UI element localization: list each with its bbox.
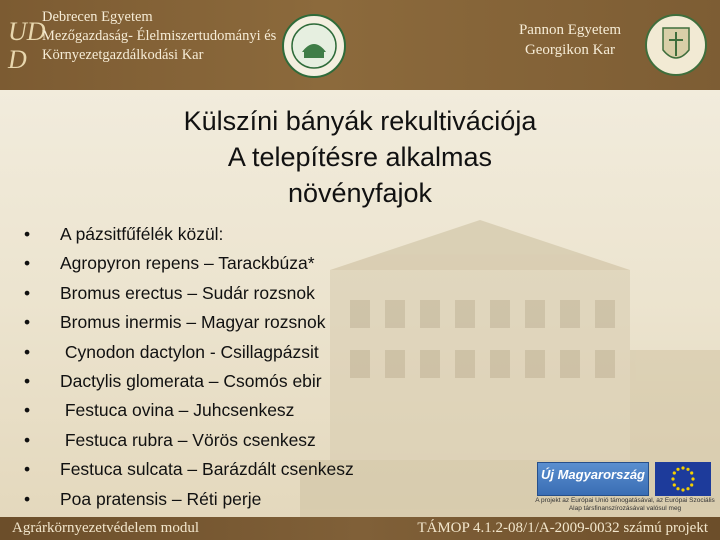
university-seal-icon bbox=[282, 14, 346, 78]
title-line-3: növényfajok bbox=[287, 178, 433, 208]
bullet-icon: • bbox=[24, 459, 31, 480]
bullet-icon: • bbox=[24, 400, 31, 421]
eu-flag-icon bbox=[655, 462, 711, 496]
footer-module-name: Agrárkörnyezetvédelem modul bbox=[12, 520, 200, 536]
title-line-2: A telepítésre alkalmas bbox=[227, 142, 493, 172]
title-line-1: Külszíni bányák rekultivációja bbox=[183, 106, 537, 136]
university-logo-icon bbox=[6, 12, 46, 74]
list-item-text: Poa pratensis – Réti perje bbox=[60, 488, 262, 509]
georgikon-crest-icon bbox=[645, 10, 707, 80]
header-banner bbox=[0, 0, 720, 90]
eu-funding-caption: A projekt az Európai Unió támogatásával, az Európai Szociális Alap társfinanszírozásával valósul meg bbox=[535, 497, 715, 512]
partner-faculty-name: Georgikon Kar bbox=[524, 42, 616, 58]
svg-text:D: D bbox=[8, 45, 27, 74]
list-item-text: Bromus erectus – Sudár rozsnok bbox=[60, 282, 315, 303]
bullet-icon: • bbox=[24, 429, 31, 450]
bullet-icon: • bbox=[24, 253, 31, 274]
list-item-text: Bromus inermis – Magyar rozsnok bbox=[60, 312, 326, 333]
footer-banner bbox=[0, 517, 720, 540]
footer-project-id: TÁMOP 4.1.2-08/1/A-2009-0032 számú projekt bbox=[417, 520, 708, 536]
bullet-icon: • bbox=[24, 341, 31, 362]
bullet-icon: • bbox=[24, 370, 31, 391]
faculty-name-line2: Környezetgazdálkodási Kar bbox=[42, 47, 204, 63]
uj-magyarorszag-label: Új Magyarország bbox=[540, 467, 646, 482]
bullet-icon: • bbox=[24, 224, 31, 244]
list-item-text: Festuca rubra – Vörös csenkesz bbox=[60, 429, 316, 450]
list-item-text: Festuca ovina – Juhcsenkesz bbox=[60, 400, 295, 421]
list-item-text: Dactylis glomerata – Csomós ebir bbox=[60, 370, 322, 391]
bullet-icon: • bbox=[24, 488, 31, 509]
bullet-icon: • bbox=[24, 312, 31, 333]
logo-letters: UD bbox=[8, 17, 46, 46]
uj-magyarorszag-logo bbox=[537, 462, 649, 496]
list-item-text: Cynodon dactylon - Csillagpázsit bbox=[60, 341, 319, 362]
partner-university-name: Pannon Egyetem bbox=[518, 22, 622, 38]
slide-title bbox=[120, 103, 600, 211]
header-left-text bbox=[42, 8, 276, 65]
header-right-text bbox=[514, 20, 626, 60]
university-name: Debrecen Egyetem bbox=[42, 9, 153, 25]
bullet-icon: • bbox=[24, 282, 31, 303]
faculty-name-line1: Mezőgazdaság- Élelmiszertudományi és bbox=[42, 28, 277, 44]
list-item-text: Festuca sulcata – Barázdált csenkesz bbox=[60, 459, 354, 480]
list-item-text: A pázsitfűfélék közül: bbox=[60, 224, 224, 244]
list-item-text: Agropyron repens – Tarackbúza* bbox=[60, 253, 315, 274]
eu-funding-badge bbox=[535, 462, 715, 522]
